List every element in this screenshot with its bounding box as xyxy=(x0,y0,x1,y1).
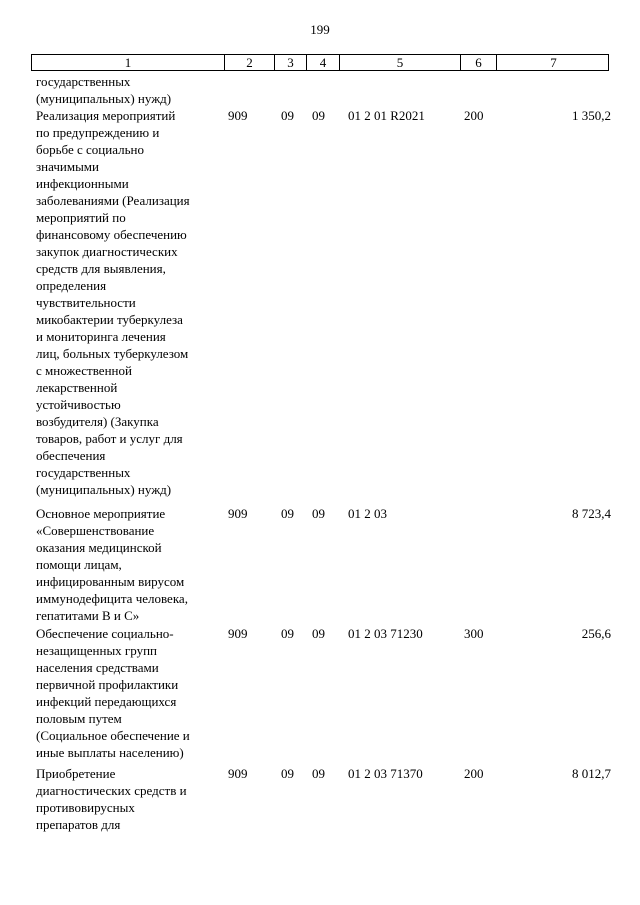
row-description: Обеспечение социально- незащищенных групп населения средствами первичной профилактики инфекций передающихся половым путем (Социальное обеспечение и иные выплаты населению) xyxy=(36,626,190,760)
row-col-5: 01 2 03 xyxy=(348,506,387,521)
row-col-5: 01 2 01 R2021 xyxy=(348,108,425,123)
row-col-2: 909 xyxy=(228,506,248,521)
row-col-7: 8 723,4 xyxy=(572,506,611,521)
row-description: Реализация мероприятий по предупреждению и борьбе с социально значимыми инфекционными заболеваниями (Реализация мероприятий по финансовому обеспечению закупок диагностических средств для выявления, определения чувствительности микобактерии туберкулеза и мониторинга лечения лиц, больных туберкулезом с множественной лекарственной устойчивостью возбудителя) (Закупка товаров, работ и услуг для обеспечения государственных (муниципальных) нужд) xyxy=(36,108,190,497)
row-col-7: 256,6 xyxy=(581,626,611,641)
table-header xyxy=(31,54,609,71)
header-col-4: 4 xyxy=(307,55,340,70)
header-col-3: 3 xyxy=(275,55,307,70)
row-col-6: 200 xyxy=(464,766,484,781)
row-col-3: 09 xyxy=(281,766,294,781)
row-col-3: 09 xyxy=(281,626,294,641)
row-col-3: 09 xyxy=(281,506,294,521)
row-col-2: 909 xyxy=(228,626,248,641)
row-description: Приобретение диагностических средств и противовирусных препаратов для xyxy=(36,766,187,832)
header-col-6: 6 xyxy=(461,55,497,70)
row-description: Основное мероприятие «Совершенствование оказания медицинской помощи лицам, инфицированным вирусом иммунодефицита человека, гепатитами B и C» xyxy=(36,506,188,623)
row-col-4: 09 xyxy=(312,506,325,521)
row-col-4: 09 xyxy=(312,626,325,641)
row-col-4: 09 xyxy=(312,766,325,781)
row-col-6: 300 xyxy=(464,626,484,641)
row-col-3: 09 xyxy=(281,108,294,123)
row-description: государственных (муниципальных) нужд) xyxy=(36,74,172,106)
row-col-2: 909 xyxy=(228,108,248,123)
row-col-2: 909 xyxy=(228,766,248,781)
header-col-5: 5 xyxy=(340,55,461,70)
row-col-6: 200 xyxy=(464,108,484,123)
row-col-7: 1 350,2 xyxy=(572,108,611,123)
page-number: 199 xyxy=(310,22,330,37)
row-col-7: 8 012,7 xyxy=(572,766,611,781)
row-col-5: 01 2 03 71230 xyxy=(348,626,423,641)
header-col-1: 1 xyxy=(32,55,225,70)
header-col-7: 7 xyxy=(550,55,557,70)
row-col-5: 01 2 03 71370 xyxy=(348,766,423,781)
row-col-4: 09 xyxy=(312,108,325,123)
header-col-2: 2 xyxy=(225,55,275,70)
